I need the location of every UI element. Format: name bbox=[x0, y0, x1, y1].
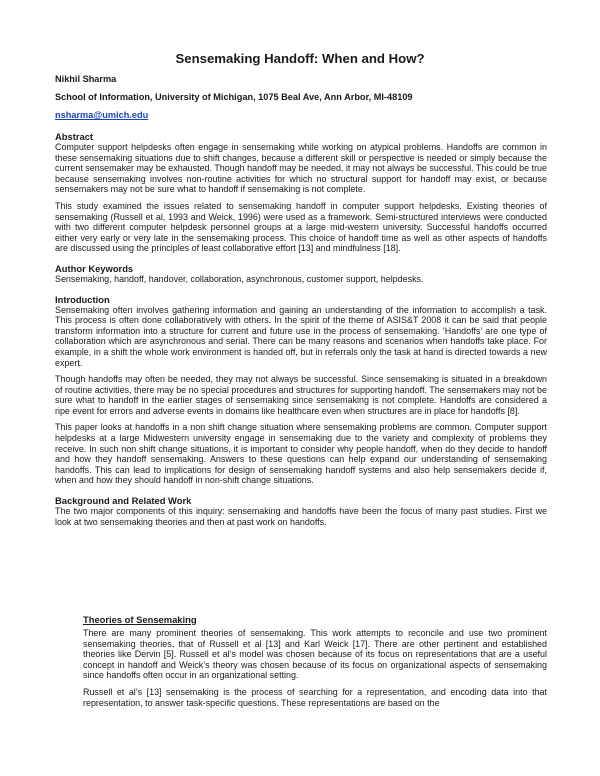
paper-body bbox=[55, 131, 547, 527]
abstract-heading: Abstract bbox=[55, 131, 94, 142]
keywords-text: Sensemaking, handoff, handover, collaboration, asynchronous, customer support, helpdesks. bbox=[55, 273, 424, 284]
author-affiliation: School of Information, University of Michigan, 1075 Beal Ave, Ann Arbor, MI-48109 bbox=[55, 92, 413, 102]
theories-heading: Theories of Sensemaking bbox=[83, 614, 197, 625]
theories-paragraph-1: There are many prominent theories of sensemaking. This work attempts to reconcile and use two prominent sensemaking theories, that of Russell et al [13] and Karl Weick [17]. There are other pertinent and established theories like Dervin [5]. Russell et al’s model was chosen because of its focus on representations that are a useful concept in handoff and Weick’s theory was chosen because of its focus on organizational aspects of sensemaking since handoffs often occur in an organizational setting. bbox=[83, 628, 547, 681]
introduction-heading: Introduction bbox=[55, 293, 110, 305]
abstract-paragraph-2: This study examined the issues related to sensemaking handoff in computer support helpdesks. Existing theories of sensemaking (Russell et al, 1993 and Weick, 1996) were used as a framework. Semi-structured interviews were conducted with two different computer helpdesk personnel groups at a large mid-western university. Successful handoffs occurred either very early or very late in the sensemaking process. This choice of handoff time as well as other aspects of handoffs are discussed using the principles of least collaborative effort [13] and mindfulness [18]. bbox=[55, 200, 547, 254]
author-email-link[interactable]: nsharma@umich.edu bbox=[55, 110, 149, 120]
introduction-paragraph-2: Though handoffs may often be needed, they may not always be successful. Since sensemaking is situated in a breakdown of routine activities, there may be no special procedures and structures for supporting handoff. The sensemakers may not be sure what to handoff in the earlier stages of sensemaking since sensemaking is not complete. Handoffs are considered a ripe event for errors and adverse events in domains like healthcare even when structures are in place for handoffs [8]. bbox=[55, 374, 547, 416]
theories-section bbox=[83, 614, 547, 708]
keywords-heading: Author Keywords bbox=[55, 262, 134, 274]
background-heading: Background and Related Work bbox=[55, 495, 192, 507]
author-name: Nikhil Sharma bbox=[55, 74, 117, 84]
introduction-paragraph-1: Sensemaking often involves gathering information and gaining an understanding of the information to accomplish a task. This process is often done collaboratively with others. In the spirit of the theme of ASIS&T 2008 it can be said that people transform information into a structure for current and future use in the process of sensemaking. ‘Handoffs’ are one type of collaboration which are asynchronous and serial. There can be many reasons and scenarios when handoffs take place. For example, in a shift the whole work environment is handed off, but in referrals only the task at hand is directed towards a new expert. bbox=[55, 304, 547, 368]
theories-paragraph-2: Russell et al’s [13] sensemaking is the process of searching for a representation, and encoding data into that representation, to answer task-specific questions. These representations are based on the bbox=[83, 686, 547, 708]
background-paragraph-1: The two major components of this inquiry: sensemaking and handoffs have been the focus of many past studies. First we look at two sensemaking theories and then at past work on handoffs. bbox=[55, 506, 547, 527]
paper-title: Sensemaking Handoff: When and How? bbox=[175, 51, 425, 66]
abstract-paragraph-1: Computer support helpdesks often engage in sensemaking while working on atypical problems. Handoffs are common in these sensemaking situations due to shift changes, because a different skill or perspective is needed or simply because the current sensemaker may be exhausted. Though handoff may be needed, it may not always be successful. This could be true because sensemaking involves non-routine activities for which no structural support for handoff may exist, or because sensemakers may not be sure what to handoff if sensemaking is not complete. bbox=[55, 142, 547, 195]
introduction-paragraph-3: This paper looks at handoffs in a non shift change situation where sensemaking problems are common. Computer support helpdesks at a large Midwestern university engage in sensemaking due to the variety and complexity of problems they receive. In such non shift change situations, it is important to consider why people handoff, when do they decide to handoff and how they handoff sensemaking. Answers to these questions can help expand our understanding of sensemaking handoffs. This can lead to implications for design of sensemaking handoff systems and also help sensemakers decide if, when and how they should handoff in non-shift change situations. bbox=[55, 422, 547, 486]
